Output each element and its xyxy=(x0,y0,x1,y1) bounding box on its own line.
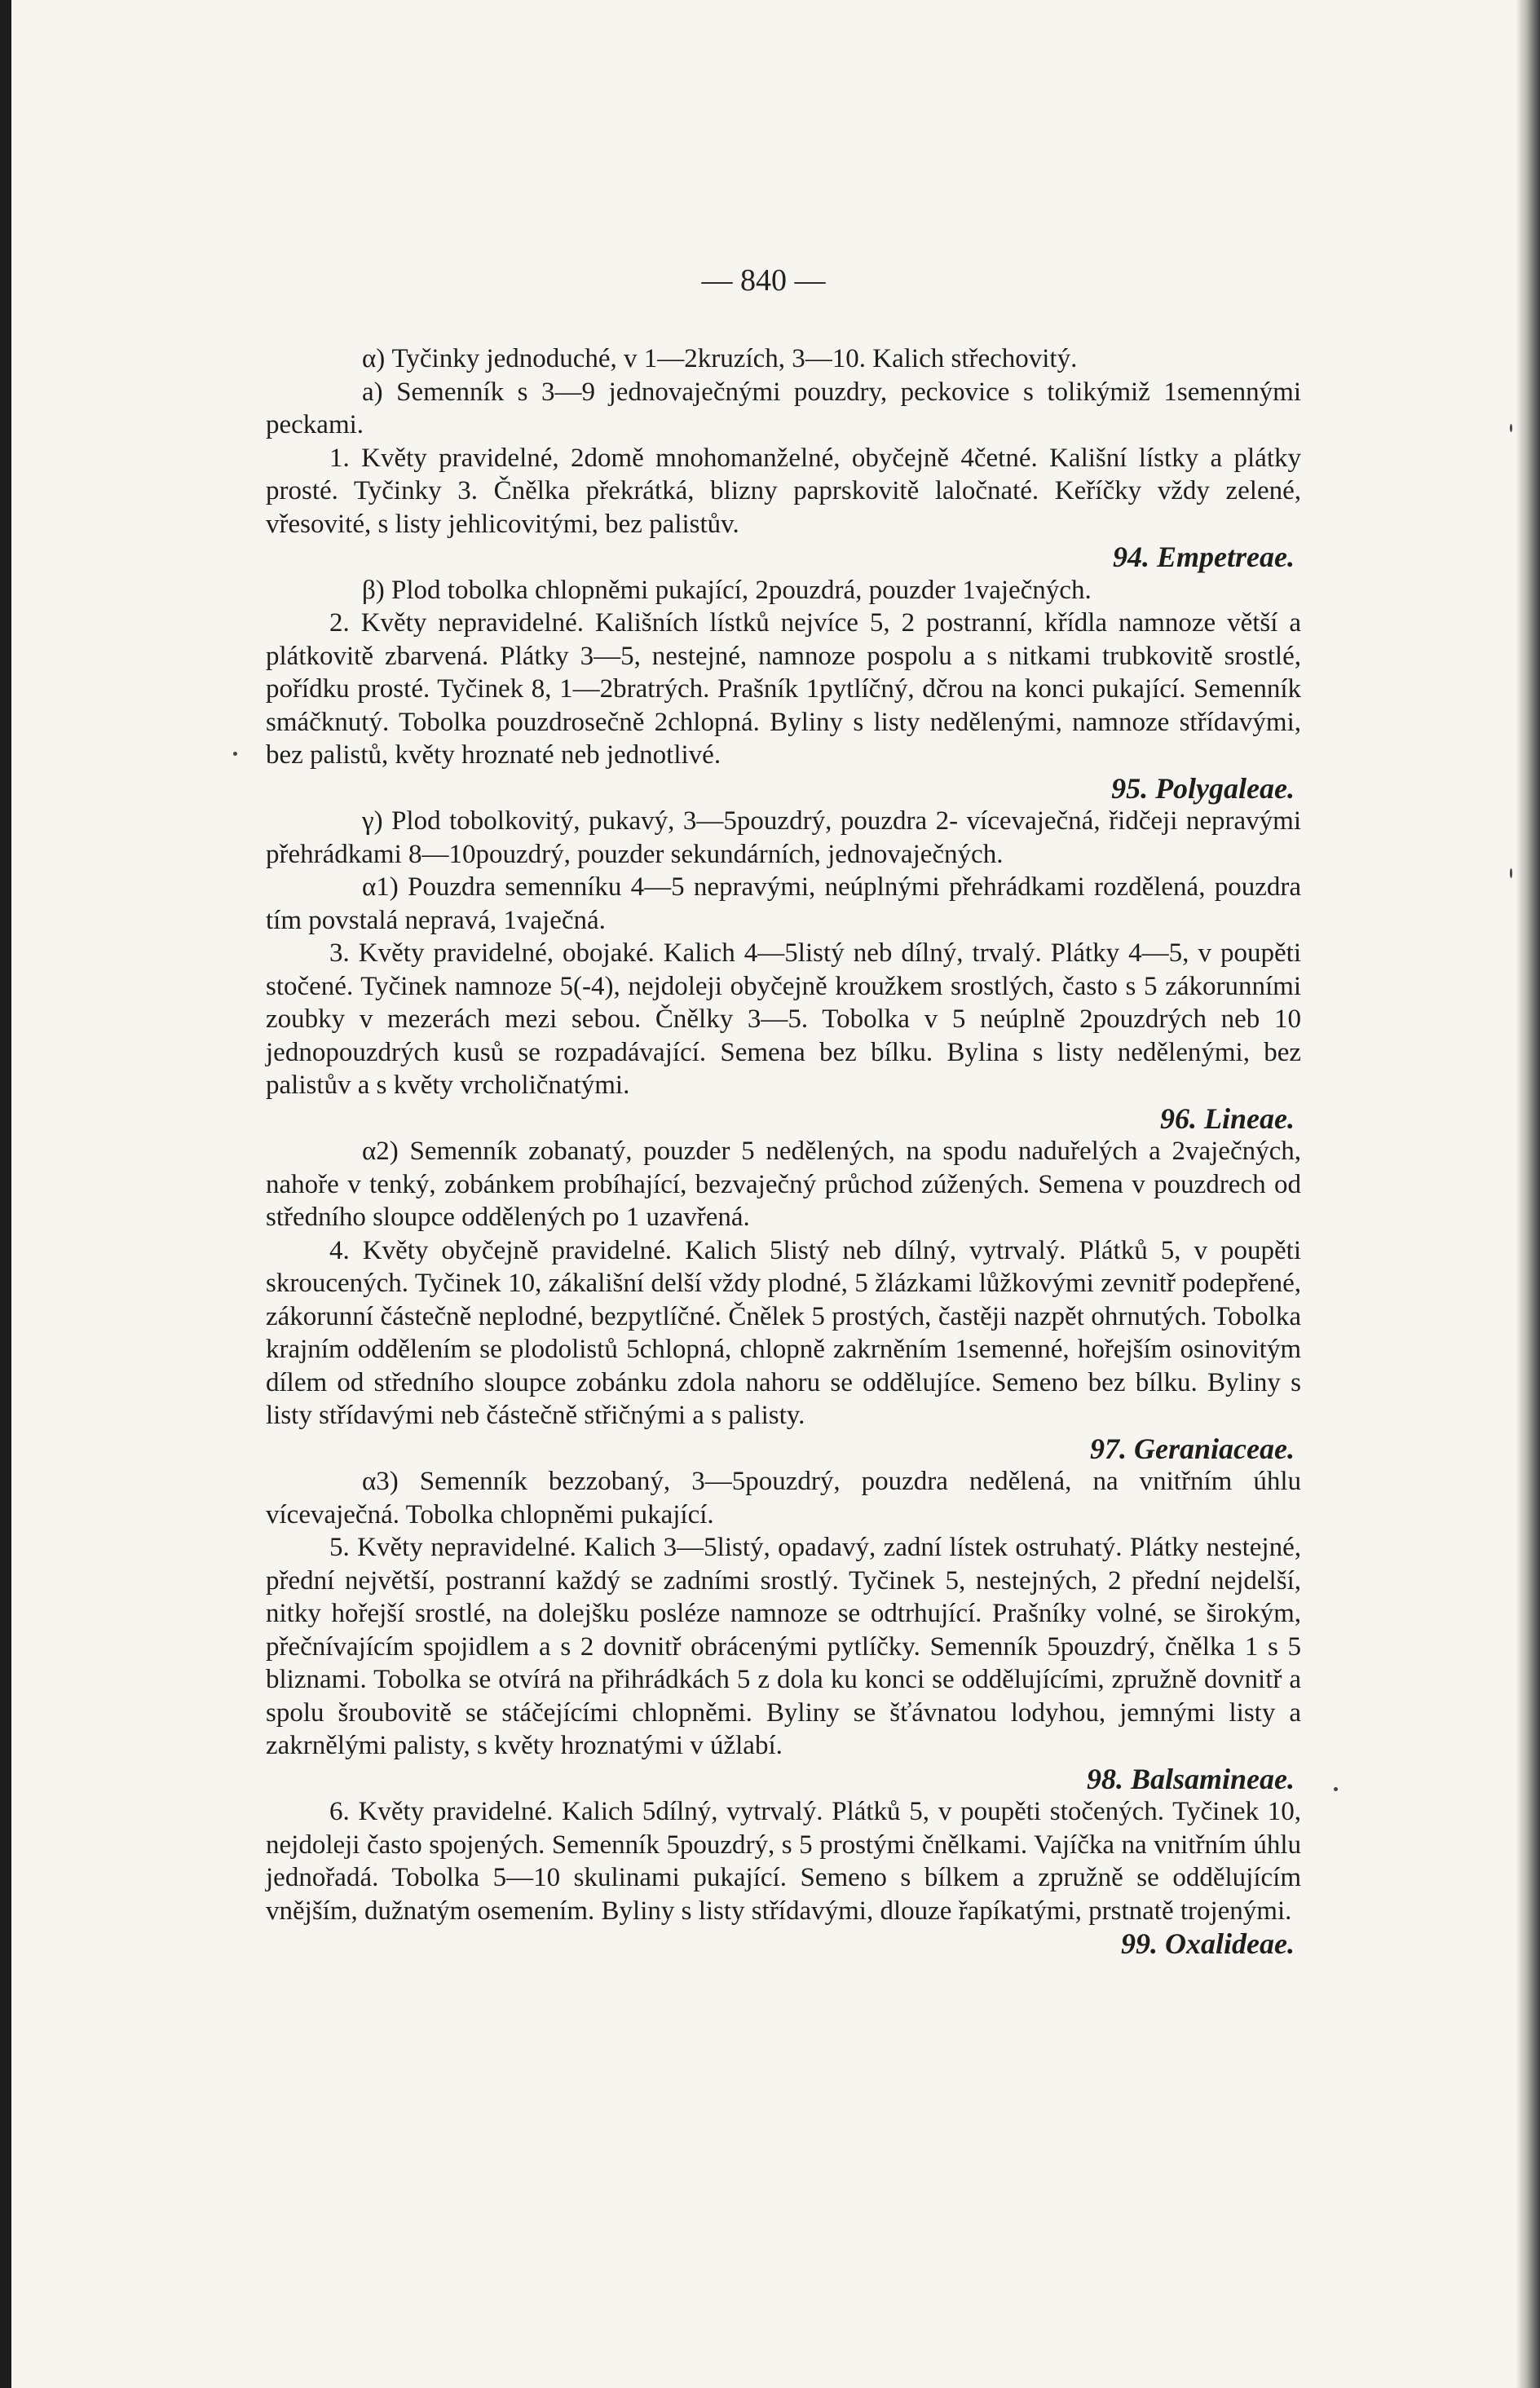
paragraph-beta-fruit: β) Plod tobolka chlopněmi pukající, 2pouzdrá, pouzder 1vaječných. xyxy=(362,575,1092,605)
paragraph-5-flowers: 5. Květy nepravidelné. Kalich 3—5listý, opadavý, zadní lístek ostruhatý. Plátky nestejné, přední největší, postranní každý se zadními srostlý. Tyčinek 5, nestejných, 2 přední nejdelší, nitky hořejší srostlé, na dolejšku posléze namnoze se odtrhující. Prašníky volné, se širokým, přečnívajícím spojidlem a s 2 dovnitř obrácenými pytlíčky. Semenník 5pouzdrý, čnělka 1 s 5 bliznami. Tobolka se otvírá na přihrádkách 5 z dola ku konci se oddělujícími, zpružně dovnitř a spolu šroubovitě se stáčejícími chlopněmi. Byliny se šťávnatou lodyhou, jemnými listy a zakrnělými palisty, s květy hroznatými v úžlabí. xyxy=(266,1533,1301,1760)
scan-speck xyxy=(1510,424,1512,432)
family-heading-oxalideae: 99. Oxalideae. xyxy=(1121,1927,1295,1960)
paragraph-alpha2-ovary: α2) Semenník zobanatý, pouzder 5 nedělených, na spodu naduřelých a 2vaječných, nahoře v tenký, zobánkem probíhající, bezvaječný průchod zúžených. Semena v pouzdrech od středního sloupce oddělených po 1 uzavřená. xyxy=(266,1137,1301,1232)
text-body xyxy=(266,342,1301,1961)
paragraph-a-ovary: a) Semenník s 3—9 jednovaječnými pouzdry, peckovice s tolikýmiž 1semennými peckami. xyxy=(266,377,1301,439)
paragraph-alpha-stamens: α) Tyčinky jednoduché, v 1—2kruzích, 3—10. Kalich střechovitý. xyxy=(362,344,1078,373)
scan-speck xyxy=(1510,868,1512,878)
paragraph-alpha3-ovary: α3) Semenník bezzobaný, 3—5pouzdrý, pouzdra nedělená, na vnitřním úhlu vícevaječná. Tobolka chlopněmi pukající. xyxy=(266,1467,1301,1529)
paragraph-6-flowers: 6. Květy pravidelné. Kalich 5dílný, vytrvalý. Plátků 5, v poupěti stočených. Tyčinek 10, nejdoleji často spojených. Semenník 5pouzdrý, s 5 prostými čnělkami. Vajíčka na vnitřním úhlu jednořadá. Tobolka 5—10 skulinami pukající. Semeno s bílkem a zpružně se oddělujícím vnějším, dužnatým osemením. Byliny s listy střídavými, dlouze řapíkatými, prstnatě trojenými. xyxy=(266,1797,1301,1926)
paragraph-alpha1-locules: α1) Pouzdra semenníku 4—5 nepravými, neúplnými přehrádkami rozdělená, pouzdra tím povstalá nepravá, 1vaječná. xyxy=(266,872,1301,935)
family-heading-polygaleae: 95. Polygaleae. xyxy=(1111,771,1295,805)
paragraph-4-flowers: 4. Květy obyčejně pravidelné. Kalich 5listý neb dílný, vytrvalý. Plátků 5, v poupěti skroucených. Tyčinek 10, zákališní delší vždy plodné, 5 žlázkami lůžkovými zevnitř podepřené, zákorunní částečně neplodné, bezpytlíčné. Čnělek 5 prostých, častěji nazpět ohrnutých. Tobolka krajním oddělením se plodolistů 5chlopná, chlopně zakrněním 1semenné, hořejším osinovitým dílem od středního sloupce zobánku zdola nahoru se oddělujíce. Semeno bez bílku. Byliny s listy střídavými neb částečně střičnými a s palisty. xyxy=(266,1235,1301,1430)
family-heading-balsamineae: 98. Balsamineae. xyxy=(1086,1762,1295,1795)
family-heading-empetreae: 94. Empetreae. xyxy=(1113,541,1295,573)
scan-speck xyxy=(1334,1787,1338,1791)
book-page xyxy=(11,0,1516,2388)
paragraph-3-flowers: 3. Květy pravidelné, obojaké. Kalich 4—5listý neb dílný, trvalý. Plátky 4—5, v poupěti stočené. Tyčinek namnoze 5(-4), nejdoleji obyčejně kroužkem srostlých, často s 5 zákorunními zoubky v mezerách mezi sebou. Čnělky 3—5. Tobolka v 5 neúplně 2pouzdrých neb 10 jednopouzdrých kusů se rozpadávající. Semena bez bílku. Bylina s listy nedělenými, bez palistův a s květy vrcholičnatými. xyxy=(266,938,1301,1100)
family-heading-lineae: 96. Lineae. xyxy=(1160,1101,1295,1135)
family-heading-geraniaceae: 97. Geraniaceae. xyxy=(1090,1432,1295,1465)
page-edge-shadow xyxy=(1516,0,1540,2388)
paragraph-2-flowers: 2. Květy nepravidelné. Kališních lístků nejvíce 5, 2 postranní, křídla namnoze větší a plátkovitě zbarvená. Plátky 3—5, nestejné, namnoze pospolu a s nitkami trubkovitě srostlé, pořídku prosté. Tyčinek 8, 1—2bratrých. Prašník 1pytlíčný, dčrou na konci pukající. Semenník smáčknutý. Tobolka pouzdrosečně 2chlopná. Byliny s listy nedělenými, namnoze střídavými, bez palistů, květy hroznaté neb jednotlivé. xyxy=(266,608,1301,770)
paragraph-1-flowers: 1. Květy pravidelné, 2domě mnohomanželné, obyčejně 4četné. Kališní lístky a plátky prosté. Tyčinky 3. Čnělka překrátká, blizny paprskovitě laločnaté. Keříčky vždy zelené, vřesovité, s listy jehlicovitými, bez palistův. xyxy=(266,443,1301,539)
page-number: — 840 — xyxy=(701,263,826,298)
scan-speck xyxy=(233,752,237,756)
paragraph-gamma-fruit: γ) Plod tobolkovitý, pukavý, 3—5pouzdrý, pouzdra 2- vícevaječná, řidčeji nepravými přehrádkami 8—10pouzdrý, pouzder sekundárních, jednovaječných. xyxy=(266,806,1301,869)
